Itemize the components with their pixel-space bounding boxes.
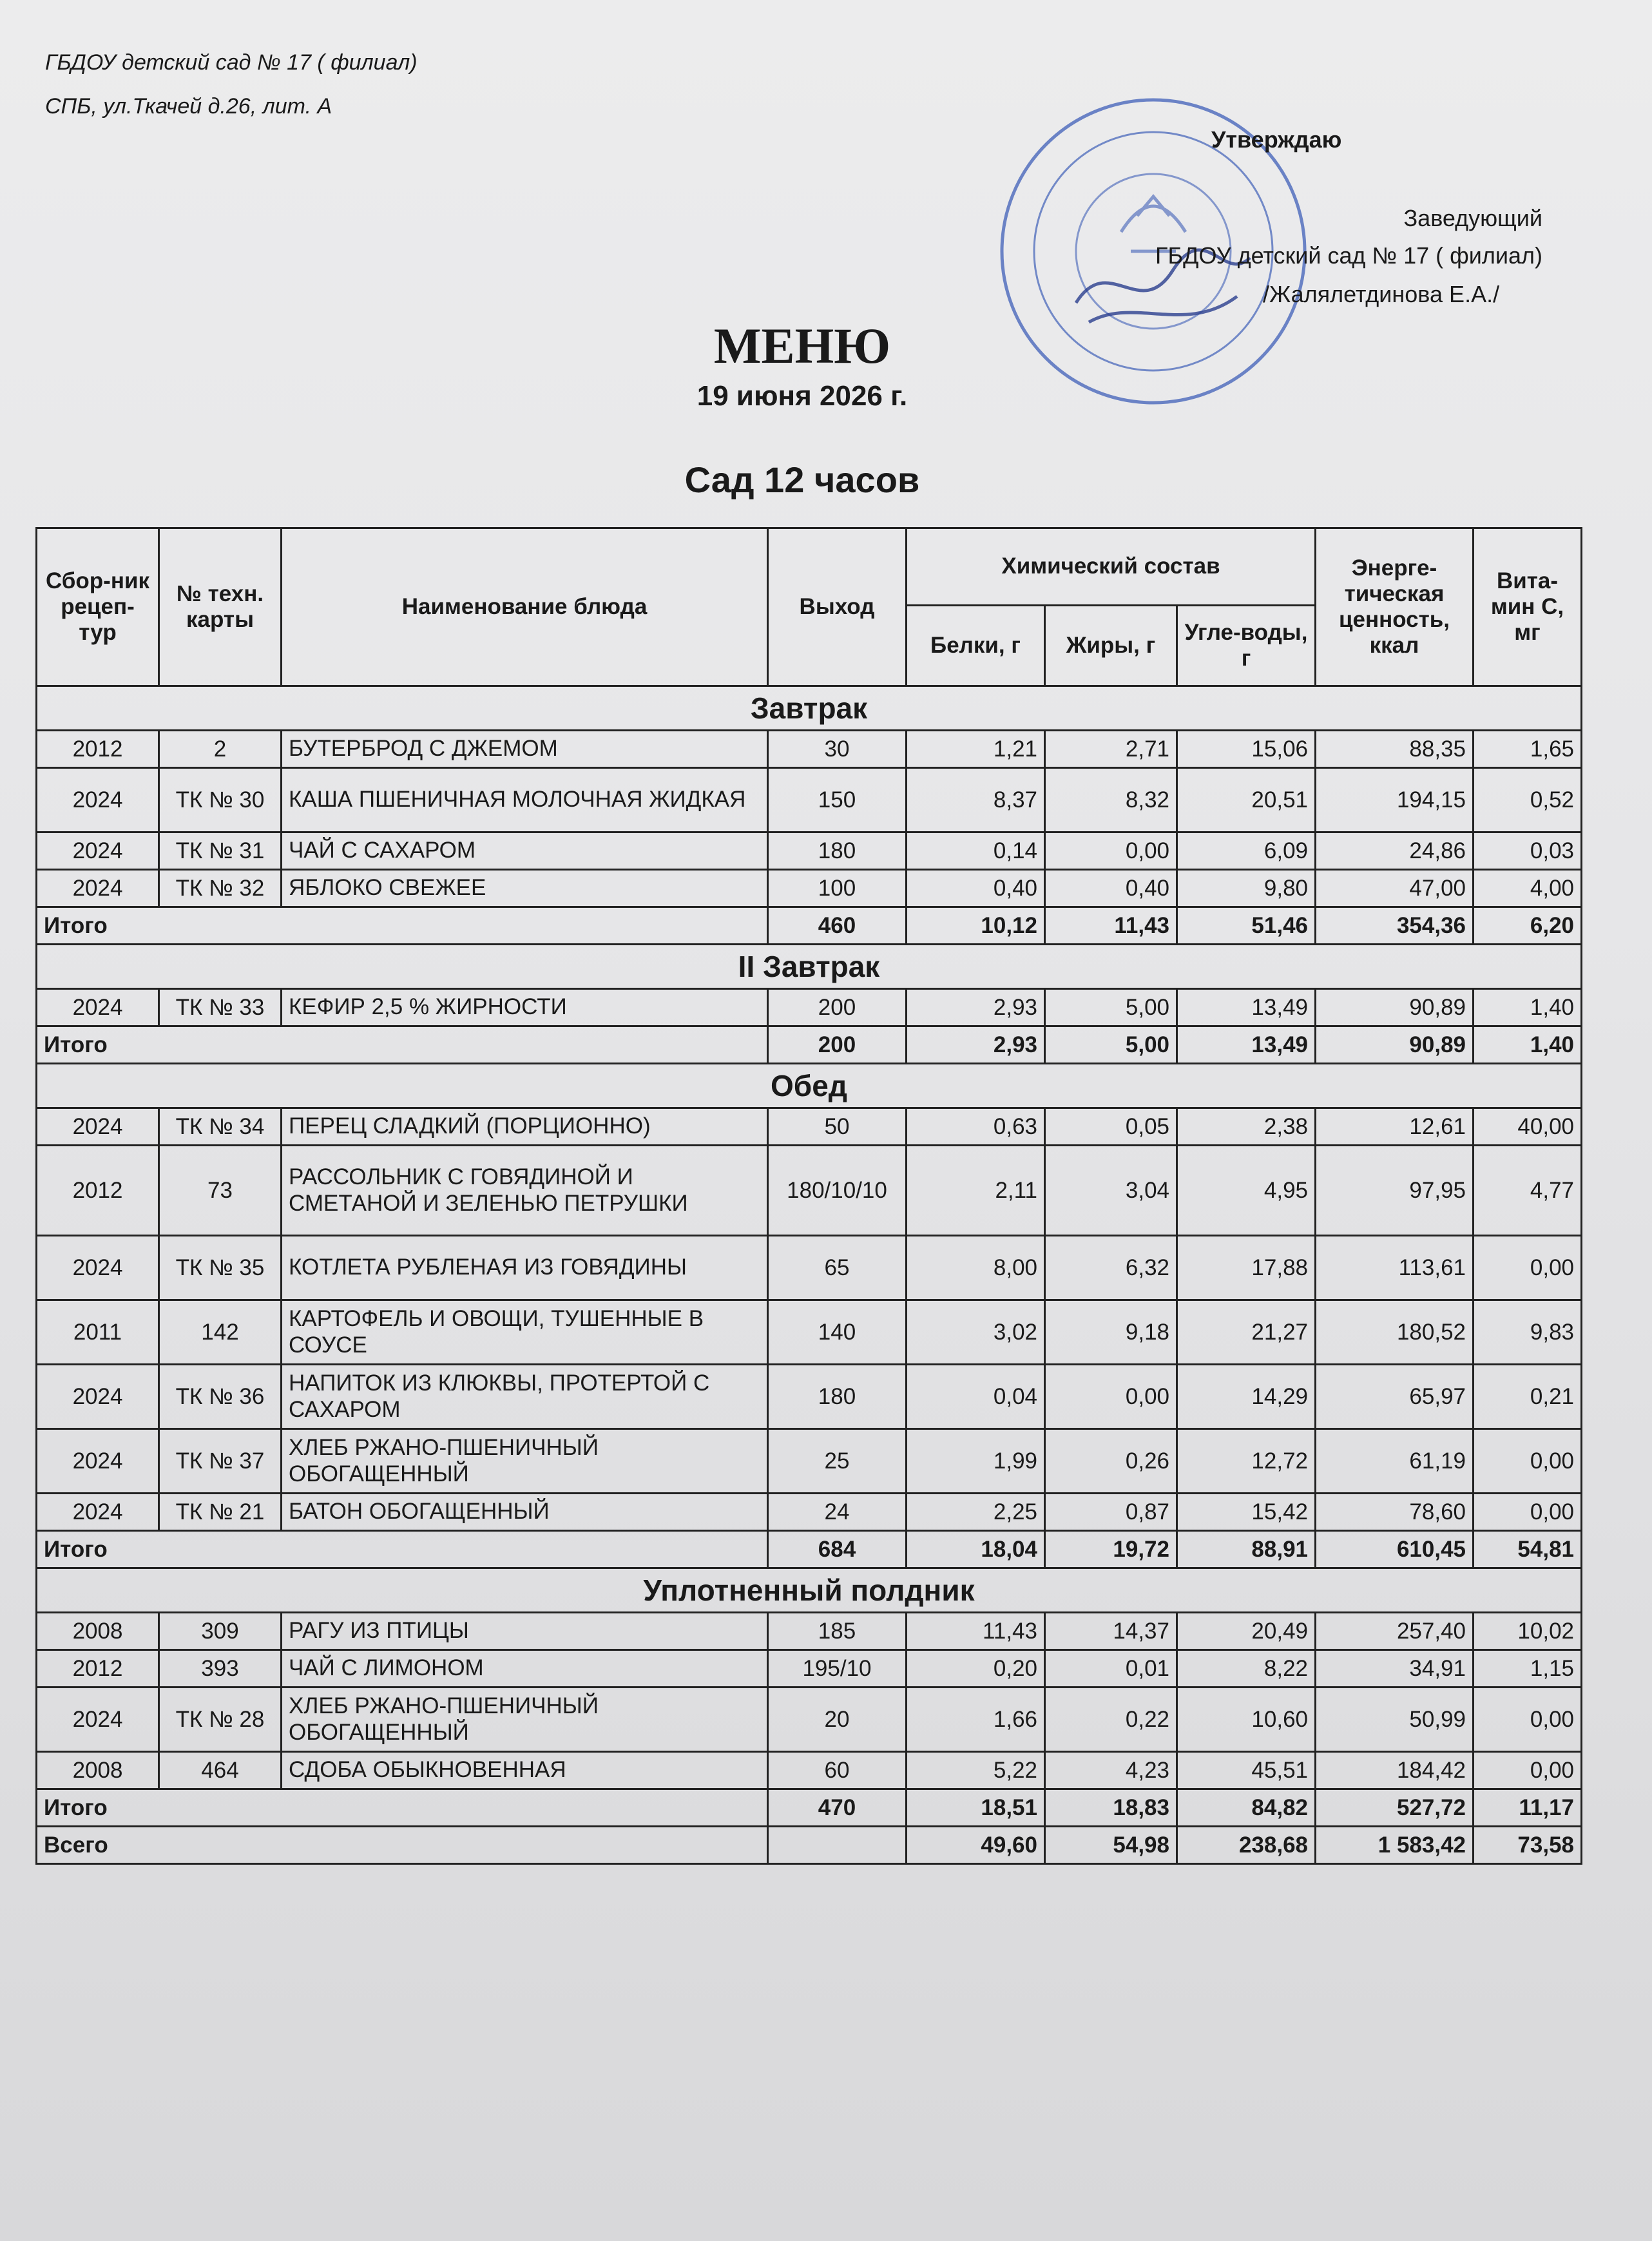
approval-name: /Жалялетдинова Е.А./ bbox=[1263, 281, 1500, 307]
vitamin-c-cell: 4,00 bbox=[1474, 870, 1582, 907]
vitamin-c-cell: 1,65 bbox=[1474, 731, 1582, 768]
tech-card-cell: 464 bbox=[159, 1752, 282, 1789]
table-row bbox=[37, 1752, 1582, 1789]
section-title: II Завтрак bbox=[37, 945, 1582, 989]
approval-position: Заведующий bbox=[1403, 205, 1542, 231]
header-vitamin-c: Вита-мин С, мг bbox=[1474, 528, 1582, 686]
table-row bbox=[37, 1650, 1582, 1688]
protein-cell: 0,04 bbox=[907, 1365, 1045, 1429]
total-value: 88,91 bbox=[1177, 1531, 1316, 1568]
carbs-cell: 12,72 bbox=[1177, 1429, 1316, 1494]
protein-cell: 0,63 bbox=[907, 1108, 1045, 1146]
recipe-book-cell: 2008 bbox=[37, 1752, 159, 1789]
dish-name-cell: КОТЛЕТА РУБЛЕНАЯ ИЗ ГОВЯДИНЫ bbox=[282, 1236, 768, 1300]
total-row bbox=[37, 1531, 1582, 1568]
section-title: Обед bbox=[37, 1064, 1582, 1108]
table-row bbox=[37, 989, 1582, 1026]
vitamin-c-cell: 1,15 bbox=[1474, 1650, 1582, 1688]
grand-total-value: 73,58 bbox=[1474, 1827, 1582, 1864]
carbs-cell: 2,38 bbox=[1177, 1108, 1316, 1146]
carbs-cell: 10,60 bbox=[1177, 1688, 1316, 1752]
energy-cell: 180,52 bbox=[1316, 1300, 1474, 1365]
tech-card-cell: ТК № 34 bbox=[159, 1108, 282, 1146]
table-row bbox=[37, 1429, 1582, 1494]
grand-total-value bbox=[768, 1827, 907, 1864]
dish-name-cell: ХЛЕБ РЖАНО-ПШЕНИЧНЫЙ ОБОГАЩЕННЫЙ bbox=[282, 1429, 768, 1494]
vitamin-c-cell: 0,00 bbox=[1474, 1752, 1582, 1789]
recipe-book-cell: 2012 bbox=[37, 1146, 159, 1236]
vitamin-c-cell: 0,21 bbox=[1474, 1365, 1582, 1429]
carbs-cell: 21,27 bbox=[1177, 1300, 1316, 1365]
total-value: 18,83 bbox=[1045, 1789, 1177, 1827]
tech-card-cell: 309 bbox=[159, 1613, 282, 1650]
protein-cell: 8,00 bbox=[907, 1236, 1045, 1300]
recipe-book-cell: 2024 bbox=[37, 1494, 159, 1531]
table-row bbox=[37, 1613, 1582, 1650]
total-label: Итого bbox=[37, 1789, 768, 1827]
portion-cell: 25 bbox=[768, 1429, 907, 1494]
energy-cell: 24,86 bbox=[1316, 832, 1474, 870]
portion-cell: 200 bbox=[768, 989, 907, 1026]
tech-card-cell: ТК № 37 bbox=[159, 1429, 282, 1494]
protein-cell: 5,22 bbox=[907, 1752, 1045, 1789]
section-header bbox=[37, 945, 1582, 989]
table-row bbox=[37, 768, 1582, 832]
menu-subtitle: Сад 12 часов bbox=[684, 459, 920, 500]
menu-date: 19 июня 2026 г. bbox=[696, 380, 908, 412]
dish-name-cell: БАТОН ОБОГАЩЕННЫЙ bbox=[282, 1494, 768, 1531]
protein-cell: 1,66 bbox=[907, 1688, 1045, 1752]
vitamin-c-cell: 0,52 bbox=[1474, 768, 1582, 832]
vitamin-c-cell: 10,02 bbox=[1474, 1613, 1582, 1650]
recipe-book-cell: 2024 bbox=[37, 1236, 159, 1300]
fat-cell: 9,18 bbox=[1045, 1300, 1177, 1365]
recipe-book-cell: 2024 bbox=[37, 768, 159, 832]
vitamin-c-cell: 0,00 bbox=[1474, 1236, 1582, 1300]
dish-name-cell: КАРТОФЕЛЬ И ОВОЩИ, ТУШЕННЫЕ В СОУСЕ bbox=[282, 1300, 768, 1365]
total-value: 470 bbox=[768, 1789, 907, 1827]
portion-cell: 140 bbox=[768, 1300, 907, 1365]
fat-cell: 0,22 bbox=[1045, 1688, 1177, 1752]
vitamin-c-cell: 9,83 bbox=[1474, 1300, 1582, 1365]
header-portion: Выход bbox=[768, 528, 907, 686]
fat-cell: 2,71 bbox=[1045, 731, 1177, 768]
tech-card-cell: ТК № 36 bbox=[159, 1365, 282, 1429]
recipe-book-cell: 2024 bbox=[37, 1429, 159, 1494]
header-fat: Жиры, г bbox=[1045, 606, 1177, 686]
recipe-book-cell: 2024 bbox=[37, 1365, 159, 1429]
carbs-cell: 6,09 bbox=[1177, 832, 1316, 870]
energy-cell: 61,19 bbox=[1316, 1429, 1474, 1494]
header-chemical-composition: Химический состав bbox=[907, 528, 1316, 606]
fat-cell: 6,32 bbox=[1045, 1236, 1177, 1300]
energy-cell: 47,00 bbox=[1316, 870, 1474, 907]
recipe-book-cell: 2008 bbox=[37, 1613, 159, 1650]
total-value: 610,45 bbox=[1316, 1531, 1474, 1568]
fat-cell: 0,00 bbox=[1045, 832, 1177, 870]
grand-total-row bbox=[37, 1827, 1582, 1864]
recipe-book-cell: 2024 bbox=[37, 1108, 159, 1146]
protein-cell: 0,20 bbox=[907, 1650, 1045, 1688]
total-label: Итого bbox=[37, 1531, 768, 1568]
total-value: 18,51 bbox=[907, 1789, 1045, 1827]
portion-cell: 60 bbox=[768, 1752, 907, 1789]
menu-table-body bbox=[37, 686, 1582, 1864]
total-value: 6,20 bbox=[1474, 907, 1582, 945]
total-value: 684 bbox=[768, 1531, 907, 1568]
tech-card-cell: ТК № 30 bbox=[159, 768, 282, 832]
total-value: 11,43 bbox=[1045, 907, 1177, 945]
dish-name-cell: КАША ПШЕНИЧНАЯ МОЛОЧНАЯ ЖИДКАЯ bbox=[282, 768, 768, 832]
recipe-book-cell: 2024 bbox=[37, 1688, 159, 1752]
portion-cell: 30 bbox=[768, 731, 907, 768]
table-row bbox=[37, 832, 1582, 870]
section-header bbox=[37, 686, 1582, 731]
dish-name-cell: ХЛЕБ РЖАНО-ПШЕНИЧНЫЙ ОБОГАЩЕННЫЙ bbox=[282, 1688, 768, 1752]
table-row bbox=[37, 1494, 1582, 1531]
energy-cell: 12,61 bbox=[1316, 1108, 1474, 1146]
dish-name-cell: ЯБЛОКО СВЕЖЕЕ bbox=[282, 870, 768, 907]
energy-cell: 194,15 bbox=[1316, 768, 1474, 832]
carbs-cell: 15,06 bbox=[1177, 731, 1316, 768]
grand-total-value: 54,98 bbox=[1045, 1827, 1177, 1864]
protein-cell: 8,37 bbox=[907, 768, 1045, 832]
vitamin-c-cell: 0,00 bbox=[1474, 1688, 1582, 1752]
protein-cell: 1,21 bbox=[907, 731, 1045, 768]
dish-name-cell: РАГУ ИЗ ПТИЦЫ bbox=[282, 1613, 768, 1650]
tech-card-cell: ТК № 32 bbox=[159, 870, 282, 907]
total-value: 460 bbox=[768, 907, 907, 945]
total-value: 19,72 bbox=[1045, 1531, 1177, 1568]
recipe-book-cell: 2024 bbox=[37, 870, 159, 907]
grand-total-label: Всего bbox=[37, 1827, 768, 1864]
energy-cell: 184,42 bbox=[1316, 1752, 1474, 1789]
energy-cell: 90,89 bbox=[1316, 989, 1474, 1026]
table-row bbox=[37, 1688, 1582, 1752]
protein-cell: 3,02 bbox=[907, 1300, 1045, 1365]
dish-name-cell: НАПИТОК ИЗ КЛЮКВЫ, ПРОТЕРТОЙ С САХАРОМ bbox=[282, 1365, 768, 1429]
total-value: 54,81 bbox=[1474, 1531, 1582, 1568]
portion-cell: 180 bbox=[768, 1365, 907, 1429]
tech-card-cell: 393 bbox=[159, 1650, 282, 1688]
dish-name-cell: ЧАЙ С ЛИМОНОМ bbox=[282, 1650, 768, 1688]
dish-name-cell: КЕФИР 2,5 % ЖИРНОСТИ bbox=[282, 989, 768, 1026]
portion-cell: 185 bbox=[768, 1613, 907, 1650]
recipe-book-cell: 2011 bbox=[37, 1300, 159, 1365]
menu-title: МЕНЮ bbox=[713, 318, 891, 374]
portion-cell: 180 bbox=[768, 832, 907, 870]
energy-cell: 78,60 bbox=[1316, 1494, 1474, 1531]
dish-name-cell: РАССОЛЬНИК С ГОВЯДИНОЙ И СМЕТАНОЙ И ЗЕЛЕНЬЮ ПЕТРУШКИ bbox=[282, 1146, 768, 1236]
protein-cell: 11,43 bbox=[907, 1613, 1045, 1650]
total-value: 10,12 bbox=[907, 907, 1045, 945]
protein-cell: 0,40 bbox=[907, 870, 1045, 907]
portion-cell: 180/10/10 bbox=[768, 1146, 907, 1236]
carbs-cell: 14,29 bbox=[1177, 1365, 1316, 1429]
portion-cell: 65 bbox=[768, 1236, 907, 1300]
portion-cell: 20 bbox=[768, 1688, 907, 1752]
grand-total-value: 238,68 bbox=[1177, 1827, 1316, 1864]
energy-cell: 88,35 bbox=[1316, 731, 1474, 768]
table-row bbox=[37, 1300, 1582, 1365]
total-value: 5,00 bbox=[1045, 1026, 1177, 1064]
protein-cell: 2,93 bbox=[907, 989, 1045, 1026]
total-value: 90,89 bbox=[1316, 1026, 1474, 1064]
dish-name-cell: ПЕРЕЦ СЛАДКИЙ (ПОРЦИОННО) bbox=[282, 1108, 768, 1146]
organization-address: СПБ, ул.Ткачей д.26, лит. А bbox=[45, 94, 332, 119]
table-row bbox=[37, 870, 1582, 907]
tech-card-cell: ТК № 33 bbox=[159, 989, 282, 1026]
dish-name-cell: СДОБА ОБЫКНОВЕННАЯ bbox=[282, 1752, 768, 1789]
fat-cell: 0,00 bbox=[1045, 1365, 1177, 1429]
protein-cell: 2,25 bbox=[907, 1494, 1045, 1531]
table-row bbox=[37, 1108, 1582, 1146]
table-row bbox=[37, 1146, 1582, 1236]
menu-table bbox=[35, 527, 1582, 1865]
table-row bbox=[37, 1365, 1582, 1429]
portion-cell: 24 bbox=[768, 1494, 907, 1531]
approval-organization: ГБДОУ детский сад № 17 ( филиал) bbox=[1155, 242, 1542, 269]
section-title: Завтрак bbox=[37, 686, 1582, 731]
fat-cell: 0,01 bbox=[1045, 1650, 1177, 1688]
energy-cell: 97,95 bbox=[1316, 1146, 1474, 1236]
fat-cell: 0,26 bbox=[1045, 1429, 1177, 1494]
tech-card-cell: 142 bbox=[159, 1300, 282, 1365]
tech-card-cell: 73 bbox=[159, 1146, 282, 1236]
vitamin-c-cell: 1,40 bbox=[1474, 989, 1582, 1026]
fat-cell: 8,32 bbox=[1045, 768, 1177, 832]
carbs-cell: 15,42 bbox=[1177, 1494, 1316, 1531]
section-header bbox=[37, 1064, 1582, 1108]
total-row bbox=[37, 1789, 1582, 1827]
total-value: 1,40 bbox=[1474, 1026, 1582, 1064]
total-value: 13,49 bbox=[1177, 1026, 1316, 1064]
approval-title: Утверждаю bbox=[1211, 126, 1342, 153]
vitamin-c-cell: 0,00 bbox=[1474, 1494, 1582, 1531]
total-row bbox=[37, 907, 1582, 945]
tech-card-cell: ТК № 28 bbox=[159, 1688, 282, 1752]
total-row bbox=[37, 1026, 1582, 1064]
energy-cell: 50,99 bbox=[1316, 1688, 1474, 1752]
portion-cell: 195/10 bbox=[768, 1650, 907, 1688]
total-value: 200 bbox=[768, 1026, 907, 1064]
total-value: 527,72 bbox=[1316, 1789, 1474, 1827]
carbs-cell: 13,49 bbox=[1177, 989, 1316, 1026]
total-value: 84,82 bbox=[1177, 1789, 1316, 1827]
header-protein: Белки, г bbox=[907, 606, 1045, 686]
header-energy: Энерге-тическая ценность, ккал bbox=[1316, 528, 1474, 686]
recipe-book-cell: 2012 bbox=[37, 731, 159, 768]
vitamin-c-cell: 0,00 bbox=[1474, 1429, 1582, 1494]
dish-name-cell: БУТЕРБРОД С ДЖЕМОМ bbox=[282, 731, 768, 768]
table-row bbox=[37, 1236, 1582, 1300]
carbs-cell: 20,49 bbox=[1177, 1613, 1316, 1650]
fat-cell: 0,05 bbox=[1045, 1108, 1177, 1146]
fat-cell: 0,40 bbox=[1045, 870, 1177, 907]
header-dish-name: Наименование блюда bbox=[282, 528, 768, 686]
portion-cell: 100 bbox=[768, 870, 907, 907]
protein-cell: 0,14 bbox=[907, 832, 1045, 870]
vitamin-c-cell: 40,00 bbox=[1474, 1108, 1582, 1146]
carbs-cell: 9,80 bbox=[1177, 870, 1316, 907]
header-carbs: Угле-воды, г bbox=[1177, 606, 1316, 686]
grand-total-value: 49,60 bbox=[907, 1827, 1045, 1864]
tech-card-cell: ТК № 35 bbox=[159, 1236, 282, 1300]
energy-cell: 257,40 bbox=[1316, 1613, 1474, 1650]
recipe-book-cell: 2012 bbox=[37, 1650, 159, 1688]
total-value: 11,17 bbox=[1474, 1789, 1582, 1827]
tech-card-cell: 2 bbox=[159, 731, 282, 768]
total-value: 51,46 bbox=[1177, 907, 1316, 945]
tech-card-cell: ТК № 21 bbox=[159, 1494, 282, 1531]
total-label: Итого bbox=[37, 907, 768, 945]
total-value: 2,93 bbox=[907, 1026, 1045, 1064]
carbs-cell: 8,22 bbox=[1177, 1650, 1316, 1688]
recipe-book-cell: 2024 bbox=[37, 989, 159, 1026]
total-value: 18,04 bbox=[907, 1531, 1045, 1568]
recipe-book-cell: 2024 bbox=[37, 832, 159, 870]
energy-cell: 113,61 bbox=[1316, 1236, 1474, 1300]
protein-cell: 2,11 bbox=[907, 1146, 1045, 1236]
tech-card-cell: ТК № 31 bbox=[159, 832, 282, 870]
section-title: Уплотненный полдник bbox=[37, 1568, 1582, 1613]
fat-cell: 0,87 bbox=[1045, 1494, 1177, 1531]
table-row bbox=[37, 731, 1582, 768]
portion-cell: 50 bbox=[768, 1108, 907, 1146]
grand-total-value: 1 583,42 bbox=[1316, 1827, 1474, 1864]
portion-cell: 150 bbox=[768, 768, 907, 832]
total-label: Итого bbox=[37, 1026, 768, 1064]
fat-cell: 4,23 bbox=[1045, 1752, 1177, 1789]
fat-cell: 14,37 bbox=[1045, 1613, 1177, 1650]
carbs-cell: 45,51 bbox=[1177, 1752, 1316, 1789]
vitamin-c-cell: 4,77 bbox=[1474, 1146, 1582, 1236]
header-tech-card: № техн. карты bbox=[159, 528, 282, 686]
fat-cell: 3,04 bbox=[1045, 1146, 1177, 1236]
carbs-cell: 4,95 bbox=[1177, 1146, 1316, 1236]
carbs-cell: 20,51 bbox=[1177, 768, 1316, 832]
fat-cell: 5,00 bbox=[1045, 989, 1177, 1026]
organization-name: ГБДОУ детский сад № 17 ( филиал) bbox=[45, 50, 418, 75]
vitamin-c-cell: 0,03 bbox=[1474, 832, 1582, 870]
energy-cell: 65,97 bbox=[1316, 1365, 1474, 1429]
total-value: 354,36 bbox=[1316, 907, 1474, 945]
header-recipe-book: Сбор-ник рецеп-тур bbox=[37, 528, 159, 686]
carbs-cell: 17,88 bbox=[1177, 1236, 1316, 1300]
section-header bbox=[37, 1568, 1582, 1613]
energy-cell: 34,91 bbox=[1316, 1650, 1474, 1688]
dish-name-cell: ЧАЙ С САХАРОМ bbox=[282, 832, 768, 870]
protein-cell: 1,99 bbox=[907, 1429, 1045, 1494]
